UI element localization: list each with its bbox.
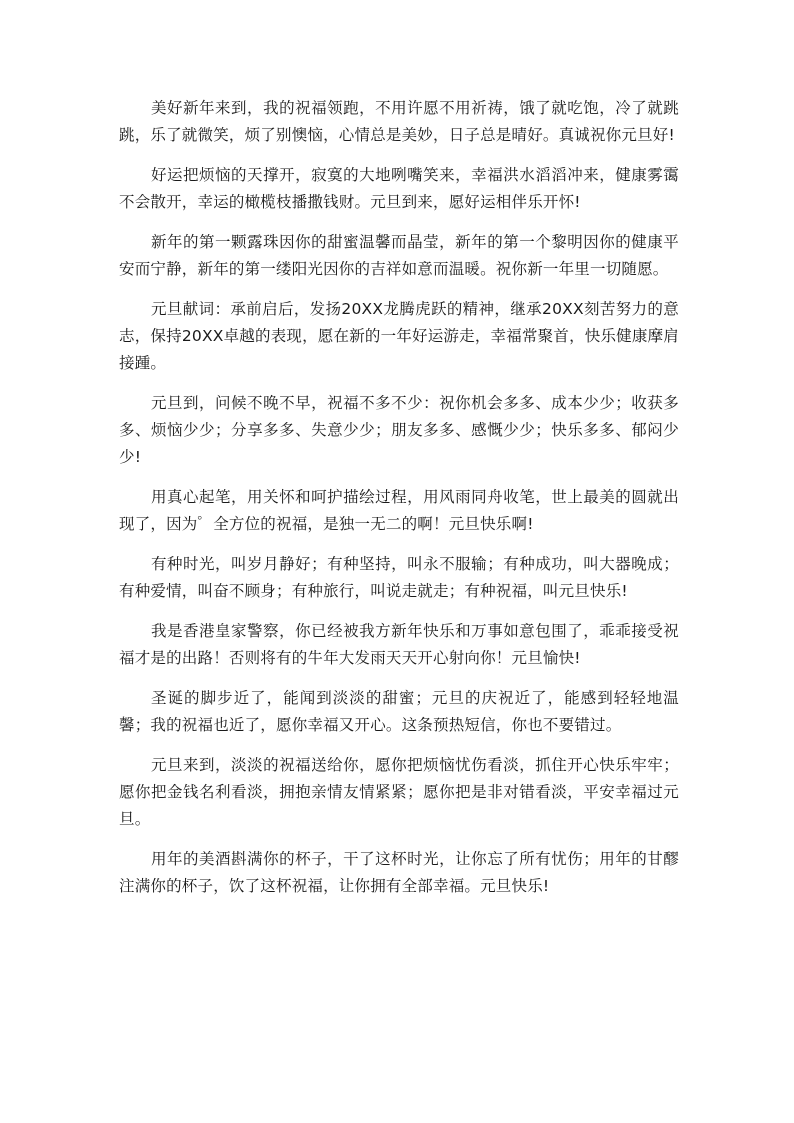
paragraph: 用真心起笔，用关怀和呵护描绘过程，用风雨同舟收笔，世上最美的圆就出现了，因为゜全方位的祝福，是独一无二的啊！元旦快乐啊! xyxy=(119,488,679,533)
paragraph: 有种时光，叫岁月静好；有种坚持，叫永不服输；有种成功，叫大器晚成；有种爱情，叫奋不顾身；有种旅行，叫说走就走；有种祝福，叫元旦快乐! xyxy=(119,555,679,600)
paragraph: 圣诞的脚步近了，能闻到淡淡的甜蜜；元旦的庆祝近了，能感到轻轻地温馨；我的祝福也近了，愿你幸福又开心。这条预热短信，你也不要错过。 xyxy=(119,689,679,734)
paragraph: 我是香港皇家警察，你已经被我方新年快乐和万事如意包围了，乖乖接受祝福才是的出路！否则将有的牛年大发雨天天开心射向你！元旦愉快! xyxy=(119,622,679,667)
paragraph: 美好新年来到，我的祝福领跑，不用许愿不用祈祷，饿了就吃饱，冷了就跳跳，乐了就微笑，烦了别懊恼，心情总是美妙，日子总是晴好。真诚祝你元旦好! xyxy=(119,99,679,144)
paragraph: 元旦到，问候不晚不早，祝福不多不少：祝你机会多多、成本少少；收获多多、烦恼少少；分享多多、失意少少；朋友多多、感慨少少；快乐多多、郁闷少少! xyxy=(119,394,679,466)
document-body xyxy=(119,95,679,913)
paragraph: 好运把烦恼的天撑开，寂寞的大地咧嘴笑来，幸福洪水滔滔冲来，健康雾霭不会散开，幸运的橄榄枝播撒钱财。元旦到来，愿好运相伴乐开怀! xyxy=(119,166,679,211)
paragraph: 元旦献词：承前启后，发扬20XX龙腾虎跃的精神，继承20XX刻苦努力的意志，保持20XX卓越的表现，愿在新的一年好运游走，幸福常聚首，快乐健康摩肩接踵。 xyxy=(119,300,679,372)
paragraph: 用年的美酒斟满你的杯子，干了这杯时光，让你忘了所有忧伤；用年的甘醪注满你的杯子，饮了这杯祝福，让你拥有全部幸福。元旦快乐! xyxy=(119,850,679,895)
paragraph: 元旦来到，淡淡的祝福送给你，愿你把烦恼忧伤看淡，抓住开心快乐牢牢；愿你把金钱名利看淡，拥抱亲情友情紧紧；愿你把是非对错看淡，平安幸福过元旦。 xyxy=(119,756,679,828)
paragraph: 新年的第一颗露珠因你的甜蜜温馨而晶莹，新年的第一个黎明因你的健康平安而宁静，新年的第一缕阳光因你的吉祥如意而温暖。祝你新一年里一切随愿。 xyxy=(119,233,679,278)
